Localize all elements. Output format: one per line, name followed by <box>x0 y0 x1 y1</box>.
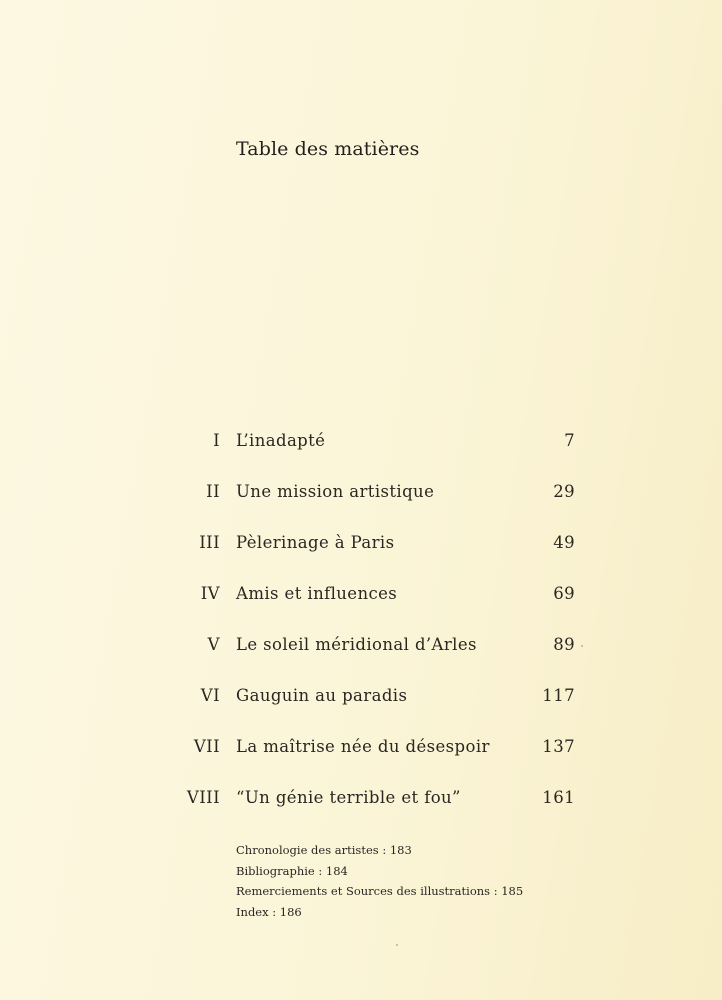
chapter-page-number: 29 <box>553 482 575 501</box>
chapter-title: Gauguin au paradis <box>236 686 408 705</box>
appendix-item[interactable]: Chronologie des artistes : 183 <box>236 843 412 857</box>
toc-entry[interactable] <box>0 631 722 661</box>
page-title: Table des matières <box>236 138 420 160</box>
chapter-title: Pèlerinage à Paris <box>236 533 395 552</box>
chapter-numeral: VI <box>200 686 220 705</box>
chapter-numeral: II <box>206 482 220 501</box>
chapter-page-number: 161 <box>542 788 575 807</box>
chapter-title: Le soleil méridional d’Arles <box>236 635 477 654</box>
toc-entry[interactable] <box>0 478 722 508</box>
chapter-numeral: IV <box>200 584 220 603</box>
chapter-page-number: 117 <box>542 686 575 705</box>
chapter-numeral: VII <box>193 737 220 756</box>
chapter-page-number: 7 <box>564 431 575 450</box>
chapter-page-number: 49 <box>553 533 575 552</box>
chapter-title: “Un génie terrible et fou” <box>236 788 461 807</box>
chapter-numeral: III <box>199 533 220 552</box>
paper-speck <box>581 645 583 647</box>
appendix-item[interactable]: Bibliographie : 184 <box>236 863 348 878</box>
chapter-numeral: V <box>207 635 220 654</box>
toc-entry[interactable] <box>0 682 722 712</box>
chapter-title: La maîtrise née du désespoir <box>236 737 490 756</box>
toc-entry[interactable] <box>0 580 722 610</box>
toc-entry[interactable] <box>0 529 722 559</box>
chapter-title: Une mission artistique <box>236 482 435 501</box>
toc-entry[interactable] <box>0 427 722 457</box>
paper-speck <box>396 944 398 946</box>
chapter-page-number: 69 <box>553 584 575 603</box>
appendix-item[interactable]: Remerciements et Sources des illustrations : 185 <box>236 884 524 898</box>
chapter-numeral: VIII <box>186 788 220 807</box>
chapter-page-number: 137 <box>542 737 575 756</box>
appendix-list <box>236 840 523 922</box>
chapter-title: L’inadapté <box>236 431 326 450</box>
chapter-page-number: 89 <box>553 635 575 654</box>
toc-entry[interactable] <box>0 784 722 814</box>
chapter-title: Amis et influences <box>236 584 398 603</box>
chapter-numeral: I <box>213 431 220 450</box>
appendix-item[interactable]: Index : 186 <box>236 904 302 919</box>
toc-entry[interactable] <box>0 733 722 763</box>
